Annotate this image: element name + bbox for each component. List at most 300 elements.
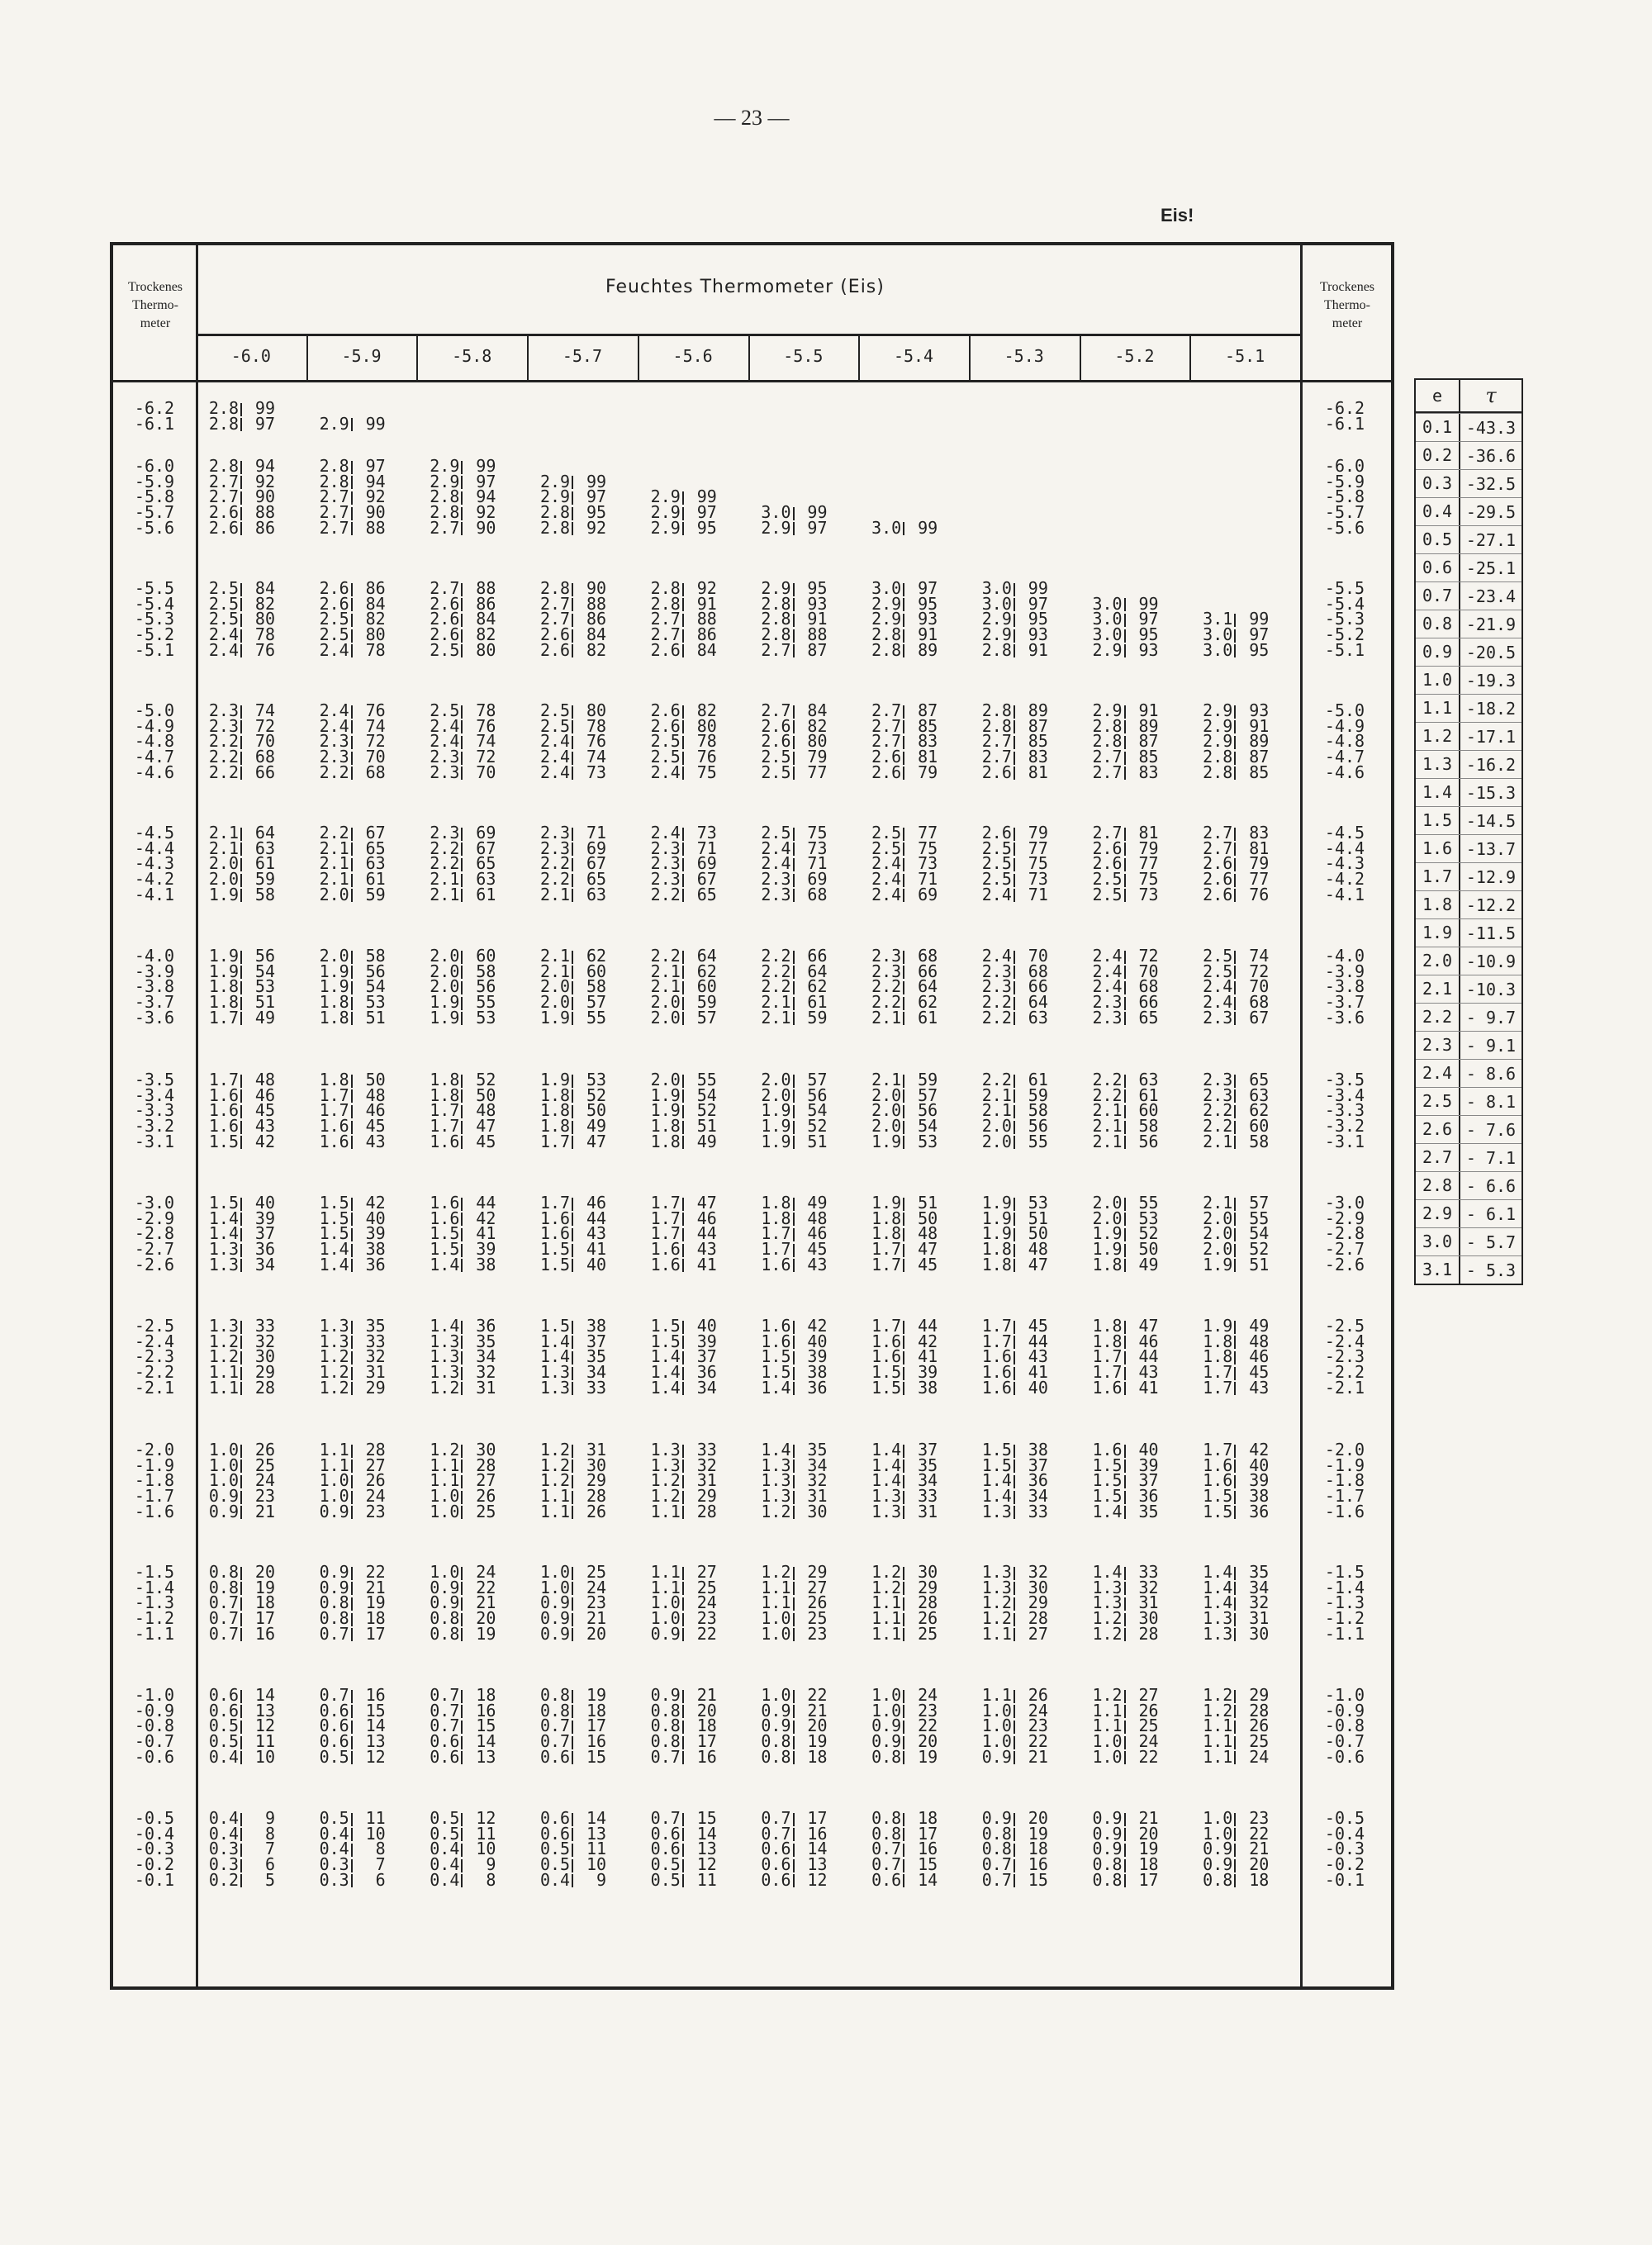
cell-value: 1.8: [1203, 1331, 1233, 1351]
cell-humidity: 53: [586, 1070, 607, 1089]
cell-value: 1.3: [1092, 1592, 1123, 1613]
cell-humidity: 80: [586, 700, 607, 720]
cell-humidity: 86: [254, 517, 275, 538]
cell-value: 1.5: [208, 1131, 239, 1151]
cell-value: 0.5: [650, 1869, 681, 1890]
cell-humidity: 13: [586, 1823, 607, 1844]
cell-value: 2.1: [539, 961, 571, 981]
cell-value: 2.5: [981, 869, 1012, 890]
cell-value: 1.7: [871, 1316, 902, 1336]
cell-value: 1.5: [430, 1239, 460, 1260]
tau-value: -14.5: [1465, 810, 1517, 831]
cell-humidity: 69: [476, 823, 496, 842]
cell-value: 2.9: [1092, 700, 1123, 720]
row-label: -2.6: [134, 1254, 175, 1274]
table-cell: [420, 1131, 496, 1151]
cell-humidity: 48: [1028, 1239, 1048, 1260]
table-cell: [199, 1377, 275, 1398]
table-cell: [420, 1377, 496, 1398]
cell-value: 2.7: [871, 715, 902, 736]
e-tau-table: [1414, 378, 1523, 1285]
cell-humidity: 23: [365, 1501, 386, 1521]
cell-humidity: 63: [586, 884, 607, 904]
cell-value: 1.1: [208, 1377, 239, 1398]
cell-humidity: 37: [1028, 1455, 1048, 1475]
cell-value: 1.3: [1092, 1577, 1123, 1597]
cell-humidity: 77: [1028, 838, 1048, 858]
cell-value: 1.2: [1092, 1685, 1123, 1705]
cell-value: 1.3: [539, 1377, 571, 1398]
cell-value: 1.1: [981, 1685, 1012, 1705]
row-label: -3.3: [134, 1100, 175, 1121]
cell-value: 0.8: [650, 1731, 681, 1752]
cell-humidity: 18: [1138, 1854, 1159, 1875]
cell-value: 2.5: [208, 609, 239, 629]
cell-value: 1.3: [430, 1331, 460, 1351]
cell-value: 2.4: [981, 946, 1012, 966]
cell-humidity: 24: [696, 1592, 717, 1613]
cell-value: 2.0: [871, 1100, 902, 1121]
cell-value: 2.5: [539, 700, 571, 720]
cell-humidity: 14: [365, 1716, 386, 1736]
cell-value: 2.3: [1092, 1007, 1123, 1028]
cell-value: 2.2: [1092, 1070, 1123, 1089]
cell-humidity: 15: [365, 1700, 386, 1721]
cell-humidity: 19: [365, 1592, 386, 1613]
cell-value: 2.7: [871, 700, 902, 720]
side-table-row: [1416, 890, 1521, 918]
table-cell: [641, 517, 717, 538]
cell-humidity: 33: [1138, 1562, 1159, 1582]
cell-humidity: 22: [476, 1577, 496, 1597]
cell-value: 2.6: [1203, 853, 1233, 874]
cell-value: 1.1: [871, 1608, 902, 1629]
cell-humidity: 86: [365, 578, 386, 598]
cell-humidity: 76: [696, 747, 717, 767]
cell-value: 1.8: [1092, 1254, 1123, 1274]
cell-humidity: 63: [476, 869, 496, 890]
tau-value: -17.1: [1465, 726, 1517, 747]
row-label: -0.3: [134, 1839, 175, 1859]
cell-humidity: 56: [365, 961, 386, 981]
tau-value: -10.3: [1465, 979, 1517, 999]
row-label: -2.1: [134, 1377, 175, 1398]
cell-humidity: 92: [365, 486, 386, 507]
cell-value: 2.2: [319, 823, 349, 842]
cell-humidity: 38: [918, 1377, 938, 1398]
cell-value: 1.8: [761, 1208, 791, 1228]
cell-humidity: 58: [254, 884, 275, 904]
cell-value: 0.7: [981, 1854, 1012, 1875]
cell-humidity: 36: [696, 1362, 717, 1383]
cell-value: 1.0: [208, 1470, 239, 1491]
tau-value: - 5.3: [1465, 1260, 1517, 1280]
cell-humidity: 29: [696, 1486, 717, 1507]
cell-value: 0.4: [319, 1823, 349, 1844]
cell-value: 2.5: [319, 624, 349, 645]
cell-humidity: 62: [918, 992, 938, 1013]
cell-value: 2.8: [539, 578, 571, 598]
row-label: -0.9: [134, 1700, 175, 1721]
row-label: -2.8: [134, 1223, 175, 1244]
cell-humidity: 73: [807, 838, 828, 858]
cell-humidity: 46: [1249, 1346, 1270, 1367]
cell-value: 2.9: [539, 486, 571, 507]
row-label: -5.6: [134, 517, 175, 538]
cell-value: 1.1: [650, 1577, 681, 1597]
cell-humidity: 20: [586, 1623, 607, 1644]
cell-value: 0.9: [319, 1577, 349, 1597]
cell-value: 0.7: [430, 1716, 460, 1736]
cell-humidity: 26: [1138, 1700, 1159, 1721]
table-cell: [1083, 1254, 1159, 1274]
cell-humidity: 54: [807, 1100, 828, 1121]
cell-value: 1.5: [981, 1440, 1012, 1459]
cell-humidity: 36: [476, 1316, 496, 1336]
cell-value: 2.3: [208, 715, 239, 736]
cell-humidity: 87: [918, 700, 938, 720]
cell-value: 1.7: [430, 1100, 460, 1121]
cell-value: 2.5: [761, 747, 791, 767]
cell-humidity: 46: [254, 1085, 275, 1105]
cell-value: 0.6: [871, 1869, 902, 1890]
cell-value: 1.0: [430, 1486, 460, 1507]
cell-humidity: 59: [807, 1007, 828, 1028]
cell-humidity: 65: [1249, 1070, 1270, 1089]
cell-value: 1.8: [871, 1208, 902, 1228]
cell-humidity: 79: [1028, 823, 1048, 842]
table-cell: [862, 517, 938, 538]
cell-value: 1.6: [761, 1331, 791, 1351]
cell-value: 0.3: [319, 1869, 349, 1890]
cell-value: 2.0: [650, 1007, 681, 1028]
cell-value: 1.9: [650, 1085, 681, 1105]
column-header: -5.3: [1004, 346, 1044, 366]
row-label: -3.2: [134, 1116, 175, 1137]
cell-value: 0.4: [430, 1839, 460, 1859]
cell-humidity: 57: [586, 992, 607, 1013]
cell-humidity: 63: [365, 853, 386, 874]
cell-humidity: 23: [807, 1623, 828, 1644]
cell-humidity: 29: [254, 1362, 275, 1383]
cell-value: 1.6: [1092, 1440, 1123, 1459]
cell-humidity: 33: [365, 1331, 386, 1351]
cell-humidity: 85: [918, 715, 938, 736]
cell-humidity: 61: [365, 869, 386, 890]
cell-value: 1.0: [761, 1608, 791, 1629]
cell-value: 2.2: [871, 992, 902, 1013]
cell-value: 0.7: [208, 1623, 239, 1644]
cell-value: 2.1: [981, 1100, 1012, 1121]
cell-humidity: 66: [807, 946, 828, 966]
cell-value: 2.6: [319, 593, 349, 614]
cell-humidity: 50: [918, 1208, 938, 1228]
eis-label: Eis!: [1161, 205, 1194, 225]
cell-humidity: 44: [1138, 1346, 1159, 1367]
cell-humidity: 97: [1028, 593, 1048, 614]
cell-humidity: 11: [254, 1731, 275, 1752]
cell-humidity: 53: [1138, 1208, 1159, 1228]
cell-value: 1.8: [871, 1223, 902, 1244]
cell-value: 2.1: [208, 823, 239, 842]
cell-humidity: 12: [696, 1854, 717, 1875]
row-label-right: -3.5: [1324, 1070, 1365, 1089]
cell-value: 2.0: [981, 1116, 1012, 1137]
cell-humidity: 65: [476, 853, 496, 874]
cell-humidity: 44: [696, 1223, 717, 1244]
cell-value: 2.0: [208, 869, 239, 890]
cell-humidity: 44: [586, 1208, 607, 1228]
cell-value: 1.3: [981, 1501, 1012, 1521]
cell-value: 0.9: [539, 1608, 571, 1629]
row-label-right: -4.3: [1324, 853, 1365, 874]
cell-value: 2.9: [871, 609, 902, 629]
row-label: -3.5: [134, 1070, 175, 1089]
cell-value: 0.6: [319, 1716, 349, 1736]
e-value: 1.9: [1416, 919, 1460, 947]
cell-humidity: 30: [1138, 1608, 1159, 1629]
cell-value: 2.0: [650, 1070, 681, 1089]
cell-value: 1.8: [650, 1131, 681, 1151]
cell-value: 2.7: [1092, 747, 1123, 767]
cell-value: 1.2: [981, 1592, 1012, 1613]
row-label: -0.7: [134, 1731, 175, 1752]
table-cell: [530, 884, 607, 904]
cell-value: 0.6: [208, 1685, 239, 1705]
cell-value: 1.0: [981, 1731, 1012, 1752]
cell-humidity: 16: [696, 1746, 717, 1767]
cell-humidity: 31: [586, 1440, 607, 1459]
table-cell: [641, 762, 717, 782]
side-table-row: [1416, 1171, 1521, 1199]
cell-humidity: 46: [696, 1208, 717, 1228]
cell-value: 3.0: [1203, 639, 1233, 660]
cell-value: 1.6: [430, 1131, 460, 1151]
row-label-right: -2.1: [1324, 1377, 1365, 1398]
row-label: -3.4: [134, 1085, 175, 1105]
cell-humidity: 19: [918, 1746, 938, 1767]
cell-value: 1.0: [650, 1592, 681, 1613]
cell-humidity: 16: [807, 1823, 828, 1844]
table-cell: [310, 1131, 386, 1151]
cell-value: 1.1: [1203, 1716, 1233, 1736]
cell-value: 1.8: [981, 1254, 1012, 1274]
cell-humidity: 95: [1028, 609, 1048, 629]
e-value: 1.8: [1416, 891, 1460, 918]
row-label-right: -0.8: [1324, 1716, 1365, 1736]
cell-humidity: 72: [1138, 946, 1159, 966]
cell-humidity: 17: [807, 1808, 828, 1828]
cell-value: 1.7: [650, 1208, 681, 1228]
cell-value: 2.6: [761, 715, 791, 736]
cell-value: 2.4: [871, 853, 902, 874]
side-table-row: [1416, 862, 1521, 890]
cell-humidity: 41: [696, 1254, 717, 1274]
cell-value: 1.5: [539, 1239, 571, 1260]
side-table-row: [1416, 1059, 1521, 1087]
cell-value: 1.0: [430, 1501, 460, 1521]
cell-humidity: 39: [918, 1362, 938, 1383]
cell-humidity: 70: [1028, 946, 1048, 966]
cell-humidity: 76: [586, 731, 607, 752]
table-cell: [530, 1869, 607, 1890]
cell-value: 2.4: [1203, 976, 1233, 997]
cell-humidity: 21: [807, 1700, 828, 1721]
cell-value: 2.8: [650, 593, 681, 614]
cell-value: 2.7: [319, 486, 349, 507]
side-table-row: [1416, 666, 1521, 694]
cell-value: 2.9: [871, 593, 902, 614]
cell-value: 2.4: [761, 838, 791, 858]
row-label: -5.3: [134, 609, 175, 629]
cell-humidity: 27: [1138, 1685, 1159, 1705]
cell-humidity: 40: [807, 1331, 828, 1351]
cell-value: 2.8: [539, 517, 571, 538]
table-cell: [752, 884, 828, 904]
side-table-row: [1416, 975, 1521, 1003]
cell-value: 2.8: [761, 593, 791, 614]
cell-humidity: 32: [254, 1331, 275, 1351]
cell-humidity: 7: [264, 1839, 275, 1859]
row-label-right: -4.4: [1324, 838, 1365, 858]
cell-value: 0.8: [871, 1808, 902, 1828]
row-label-right: -1.7: [1324, 1486, 1365, 1507]
cell-humidity: 93: [918, 609, 938, 629]
cell-humidity: 67: [696, 869, 717, 890]
table-cell: [420, 1623, 496, 1644]
cell-value: 1.6: [650, 1254, 681, 1274]
tau-value: - 6.1: [1465, 1203, 1517, 1224]
cell-value: 2.9: [1203, 700, 1233, 720]
cell-humidity: 17: [254, 1608, 275, 1629]
cell-value: 2.4: [208, 639, 239, 660]
cell-humidity: 66: [1138, 992, 1159, 1013]
cell-humidity: 36: [365, 1254, 386, 1274]
cell-value: 1.1: [650, 1562, 681, 1582]
cell-humidity: 87: [1138, 731, 1159, 752]
cell-humidity: 90: [476, 517, 496, 538]
cell-humidity: 68: [254, 747, 275, 767]
row-label-right: -3.0: [1324, 1193, 1365, 1213]
cell-humidity: 73: [586, 762, 607, 782]
cell-humidity: 74: [476, 731, 496, 752]
cell-value: 2.3: [1203, 1070, 1233, 1089]
cell-value: 1.3: [650, 1455, 681, 1475]
cell-humidity: 37: [696, 1346, 717, 1367]
cell-value: 1.8: [539, 1085, 571, 1105]
row-label-right: -4.9: [1324, 715, 1365, 736]
cell-humidity: 17: [586, 1716, 607, 1736]
cell-value: 2.6: [871, 762, 902, 782]
cell-humidity: 97: [365, 456, 386, 476]
row-label: -5.1: [134, 639, 175, 660]
cell-value: 2.2: [430, 838, 460, 858]
row-label: -5.0: [134, 700, 175, 720]
cell-humidity: 52: [696, 1100, 717, 1121]
cell-humidity: 30: [1249, 1623, 1270, 1644]
cell-humidity: 20: [254, 1562, 275, 1582]
cell-humidity: 34: [586, 1362, 607, 1383]
cell-value: 3.0: [871, 578, 902, 598]
table-cell: [310, 1007, 386, 1028]
cell-value: 2.6: [539, 624, 571, 645]
e-value: 0.7: [1416, 582, 1460, 610]
cell-humidity: 54: [254, 961, 275, 981]
cell-humidity: 16: [254, 1623, 275, 1644]
cell-humidity: 40: [586, 1254, 607, 1274]
cell-humidity: 41: [586, 1239, 607, 1260]
cell-humidity: 43: [586, 1223, 607, 1244]
e-value: 2.5: [1416, 1088, 1460, 1115]
cell-value: 2.1: [1092, 1100, 1123, 1121]
cell-value: 2.1: [1203, 1131, 1233, 1151]
e-value: 2.3: [1416, 1032, 1460, 1059]
cell-humidity: 34: [918, 1470, 938, 1491]
e-value: 0.9: [1416, 638, 1460, 666]
cell-value: 0.5: [430, 1808, 460, 1828]
table-cell: [641, 1131, 717, 1151]
row-label: -4.3: [134, 853, 175, 874]
cell-value: 1.5: [1203, 1486, 1233, 1507]
cell-humidity: 50: [1028, 1223, 1048, 1244]
cell-humidity: 56: [918, 1100, 938, 1121]
cell-humidity: 47: [586, 1131, 607, 1151]
cell-value: 1.9: [319, 976, 349, 997]
cell-value: 2.1: [761, 992, 791, 1013]
cell-humidity: 65: [696, 884, 717, 904]
cell-value: 2.4: [761, 853, 791, 874]
cell-value: 1.9: [981, 1193, 1012, 1213]
cell-humidity: 13: [254, 1700, 275, 1721]
table-cell: [199, 1131, 275, 1151]
row-label: -4.0: [134, 946, 175, 966]
cell-humidity: 99: [807, 502, 828, 523]
cell-value: 2.1: [761, 1007, 791, 1028]
cell-humidity: 86: [696, 624, 717, 645]
cell-value: 2.6: [650, 715, 681, 736]
table-cell: [1193, 639, 1270, 660]
cell-humidity: 90: [254, 486, 275, 507]
cell-humidity: 36: [807, 1377, 828, 1398]
cell-value: 1.8: [208, 976, 239, 997]
row-label-right: -5.6: [1324, 517, 1365, 538]
cell-value: 1.2: [319, 1346, 349, 1367]
row-label-right: -6.1: [1324, 413, 1365, 434]
cell-value: 1.3: [208, 1316, 239, 1336]
tau-value: -15.3: [1465, 782, 1517, 803]
cell-humidity: 69: [918, 884, 938, 904]
table-cell: [752, 1501, 828, 1521]
cell-value: 0.8: [761, 1731, 791, 1752]
cell-humidity: 80: [696, 715, 717, 736]
cell-value: 1.7: [319, 1085, 349, 1105]
cell-humidity: 83: [1138, 762, 1159, 782]
cell-value: 2.0: [871, 1085, 902, 1105]
cell-humidity: 82: [476, 624, 496, 645]
cell-value: 2.7: [650, 624, 681, 645]
cell-humidity: 55: [1249, 1208, 1270, 1228]
cell-humidity: 50: [476, 1085, 496, 1105]
cell-humidity: 40: [696, 1316, 717, 1336]
cell-humidity: 24: [1138, 1731, 1159, 1752]
table-cell: [1083, 1131, 1159, 1151]
tau-value: -36.6: [1465, 445, 1517, 466]
cell-value: 3.0: [981, 578, 1012, 598]
cell-value: 0.3: [208, 1839, 239, 1859]
cell-humidity: 29: [586, 1470, 607, 1491]
cell-value: 1.4: [650, 1346, 681, 1367]
row-label: -4.6: [134, 762, 175, 782]
